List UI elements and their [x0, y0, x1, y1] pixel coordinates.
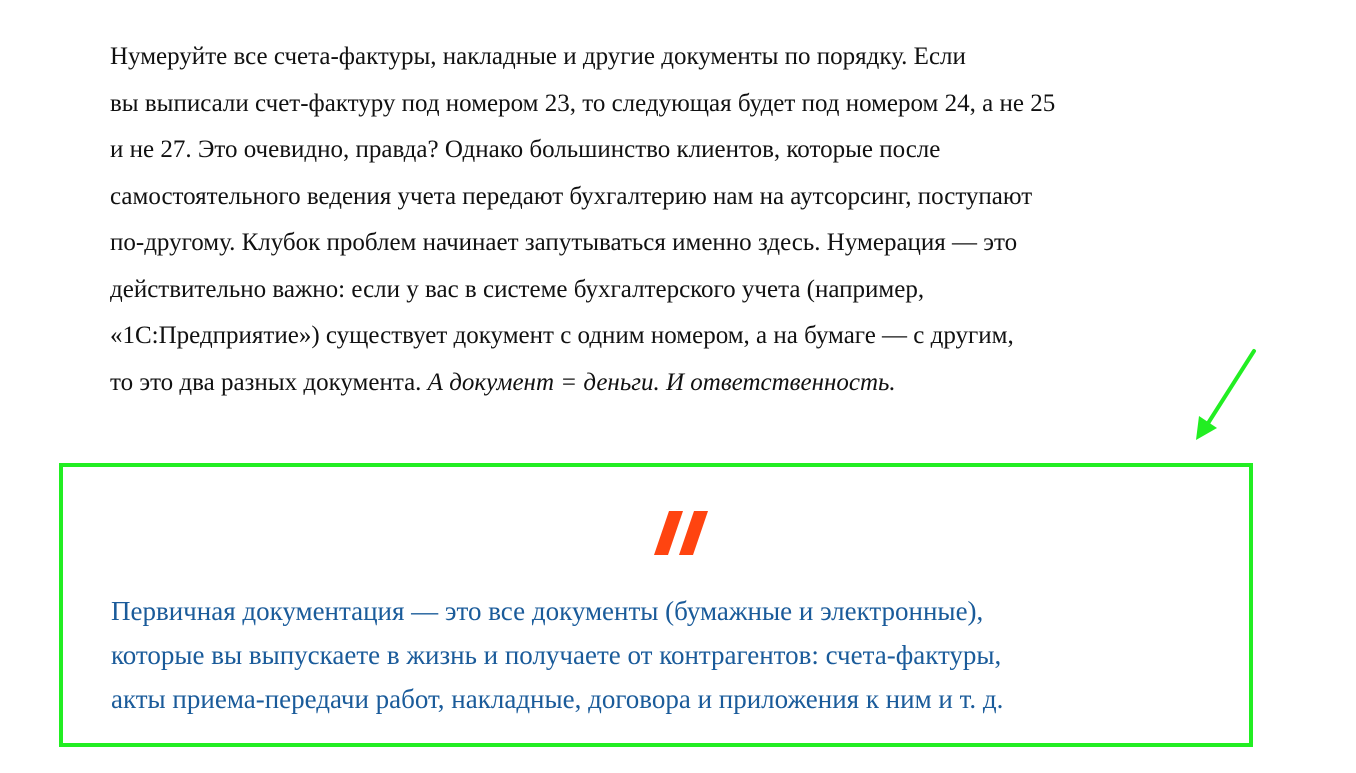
- quote-text: [111, 589, 1003, 721]
- paragraph-line: вы выписали счет-фактуру под номером 23, то следующая будет под номером 24, а не 25: [110, 89, 1056, 117]
- paragraph-line: и не 27. Это очевидно, правда? Однако большинство клиентов, которые после: [110, 136, 941, 163]
- paragraph-line: самостоятельного ведения учета передают бухгалтерию нам на аутсорсинг, поступают: [110, 182, 1033, 210]
- paragraph-line: по-другому. Клубок проблем начинает запутываться именно здесь. Нумерация — это: [110, 229, 1018, 256]
- paragraph-line: действительно важно: если у вас в системе бухгалтерского учета (например,: [110, 275, 925, 303]
- paragraph-last-line: [110, 360, 1270, 407]
- quote-line: акты приема-передачи работ, накладные, договора и приложения к ним и т. д.: [111, 684, 1004, 714]
- paragraph-emphasis: А документ = деньги. И ответственность.: [427, 368, 896, 396]
- quote-line: Первичная документация — это все документы (бумажные и электронные),: [111, 596, 984, 626]
- annotation-arrow-icon: [1180, 340, 1270, 450]
- paragraph-last-line-plain: то это два разных документа.: [110, 368, 428, 396]
- quote-line: которые вы выпускаете в жизнь и получаете от контрагентов: счета-фактуры,: [111, 640, 1002, 670]
- paragraph-line: Нумеруйте все счета-фактуры, накладные и другие документы по порядку. Если: [110, 43, 966, 70]
- quote-mark-icon: [653, 509, 723, 559]
- paragraph-line: «1С:Предприятие») существует документ с одним номером, а на бумаге — с другим,: [110, 322, 1014, 349]
- highlighted-quote-box: [59, 463, 1253, 747]
- article-paragraph: [110, 34, 1270, 406]
- article-body: [110, 34, 1270, 406]
